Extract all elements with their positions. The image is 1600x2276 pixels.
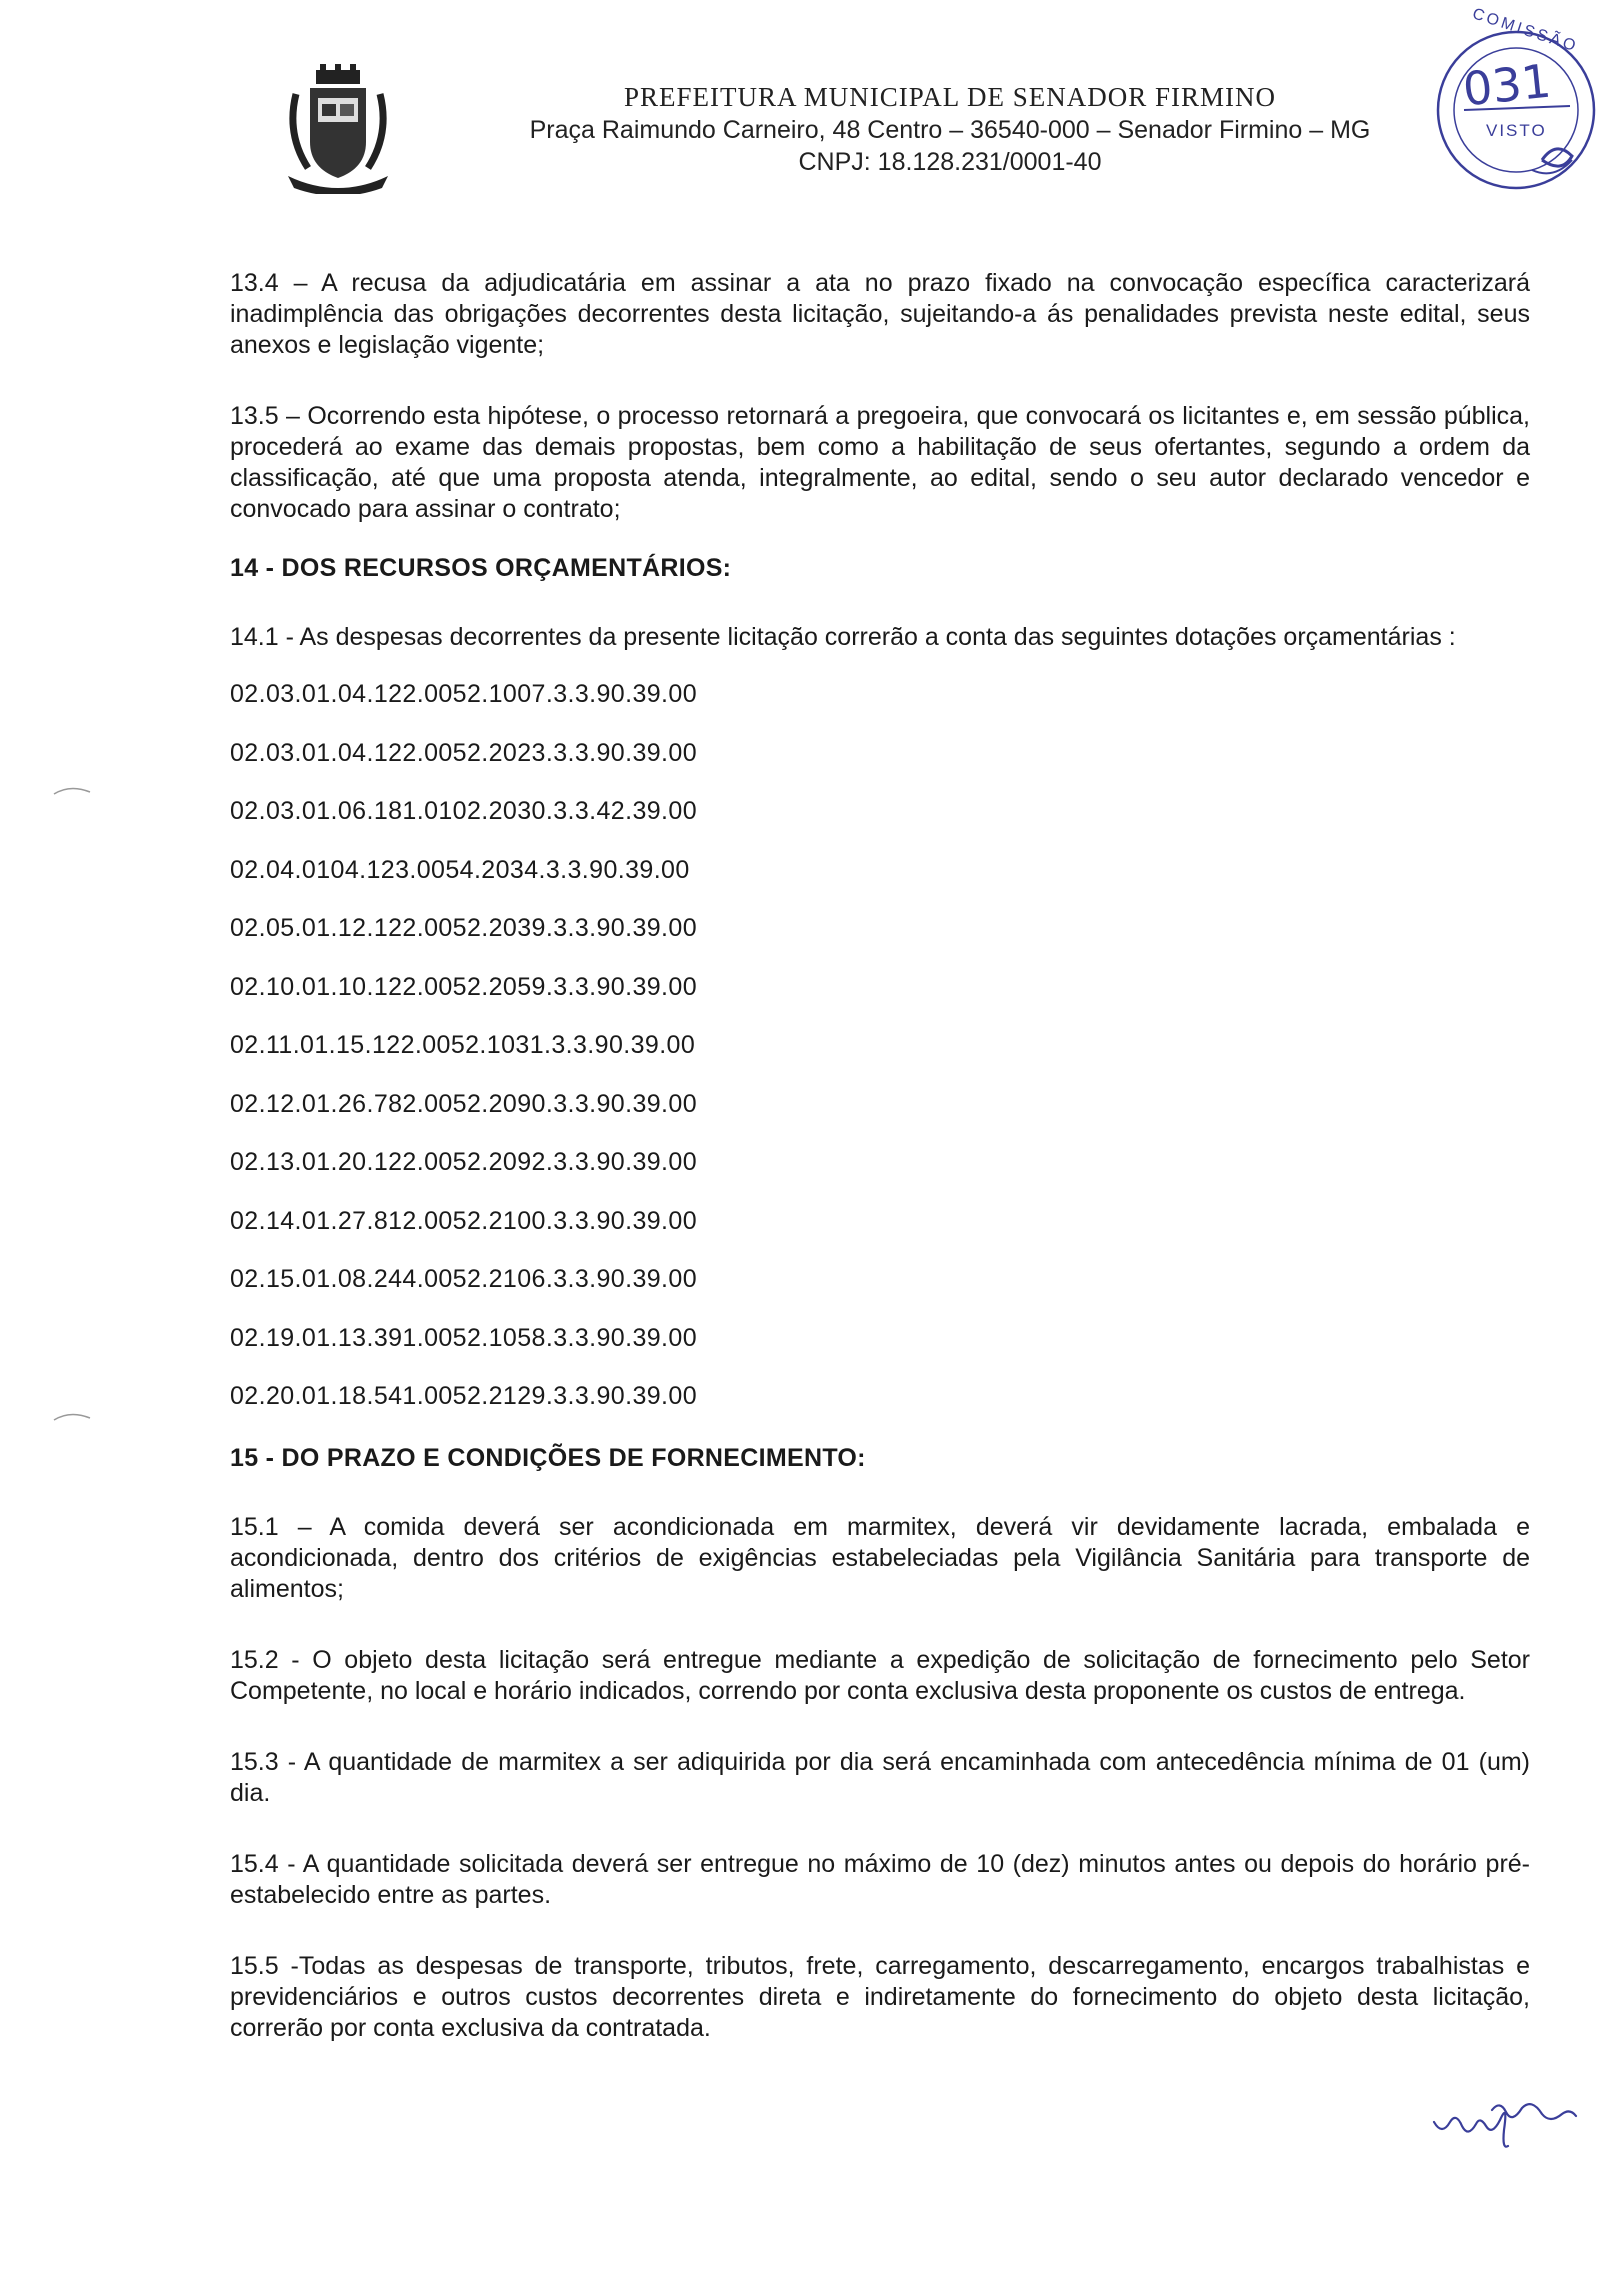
budget-code-item: 02.13.01.20.122.0052.2092.3.3.90.39.00 — [230, 1148, 698, 1176]
margin-mark-icon — [52, 784, 92, 798]
budget-code-item: 02.03.01.04.122.0052.2023.3.3.90.39.00 — [230, 738, 698, 767]
budget-code-item: 02.11.01.15.122.0052.1031.3.3.90.39.00 — [230, 1031, 696, 1059]
clause-13-4: 13.4 – A recusa da adjudicatária em assinar a ata no prazo fixado na convocação específica caracterizará inadimplência das obrigações decorrentes desta licitação, sujeitando-a ás penalidades prevista neste edital, seus anexos e legislação vigente; — [230, 269, 1530, 359]
section-15-heading: 15 - DO PRAZO E CONDIÇÕES DE FORNECIMENTO: — [230, 1444, 866, 1472]
margin-mark-icon — [52, 1410, 92, 1424]
clause-15-3: 15.3 - A quantidade de marmitex a ser adiquirida por dia será encaminhada com antecedência mínima de 01 (um) dia. — [230, 1748, 1530, 1807]
seal-visto-text: VISTO — [1486, 121, 1547, 140]
budget-code-item: 02.12.01.26.782.0052.2090.3.3.90.39.00 — [230, 1089, 698, 1118]
budget-code-item: 02.14.01.27.812.0052.2100.3.3.90.39.00 — [230, 1206, 698, 1235]
header-title: PREFEITURA MUNICIPAL DE SENADOR FIRMINO — [623, 82, 1277, 112]
budget-code-list — [230, 679, 1530, 1425]
seal-top-text: COMISSÃO — [1470, 5, 1581, 56]
municipal-crest-icon — [282, 64, 394, 194]
budget-code-item: 02.15.01.08.244.0052.2106.3.3.90.39.00 — [230, 1265, 698, 1293]
header-cnpj: CNPJ: 18.128.231/0001-40 — [798, 148, 1102, 176]
budget-code-item: 02.04.0104.123.0054.2034.3.3.90.39.00 — [230, 855, 690, 884]
clause-14-1: 14.1 - As despesas decorrentes da presente licitação correrão a conta das seguintes dotações orçamentárias : — [230, 623, 1456, 651]
clause-13-5: 13.5 – Ocorrendo esta hipótese, o processo retornará a pregoeira, que convocará os licitantes e, em sessão pública, procederá ao exame das demais propostas, bem como a habilitação de seus ofertantes, segundo a ordem da classificação, até que uma proposta atenda, integralmente, ao edital, sendo o seu autor declarado vencedor e convocado para assinar o contrato; — [230, 402, 1530, 523]
section-14-heading: 14 - DOS RECURSOS ORÇAMENTÁRIOS: — [230, 554, 732, 582]
page-header — [0, 0, 1600, 230]
clause-15-4: 15.4 - A quantidade solicitada deverá ser entregue no máximo de 10 (dez) minutos antes ou depois do horário pré-estabelecido entre as partes. — [230, 1850, 1530, 1909]
budget-code-item: 02.10.01.10.122.0052.2059.3.3.90.39.00 — [230, 972, 698, 1001]
document-body — [230, 268, 1530, 2084]
budget-code-item: 02.03.01.04.122.0052.1007.3.3.90.39.00 — [230, 680, 698, 708]
budget-code-item: 02.20.01.18.541.0052.2129.3.3.90.39.00 — [230, 1382, 698, 1410]
header-address: Praça Raimundo Carneiro, 48 Centro – 36540-000 – Senador Firmino – MG — [529, 116, 1371, 144]
clause-15-1: 15.1 – A comida deverá ser acondicionada em marmitex, deverá vir devidamente lacrada, embalada e acondicionada, dentro dos critérios de exigências estabeleciadas pela Vigilância Sanitária para transporte de alimentos; — [230, 1513, 1530, 1603]
budget-code-item: 02.05.01.12.122.0052.2039.3.3.90.39.00 — [230, 914, 698, 942]
clause-15-5: 15.5 -Todas as despesas de transporte, tributos, frete, carregamento, descarregamento, encargos trabalhistas e previdenciários e outros custos decorrentes direta e indiretamente do fornecimento do objeto desta licitação, correrão por conta exclusiva da contratada. — [230, 1952, 1530, 2042]
header-text — [470, 80, 1430, 178]
handwritten-signature-icon — [1430, 2080, 1600, 2150]
clause-15-2: 15.2 - O objeto desta licitação será entregue mediante a expedição de solicitação de fornecimento pelo Setor Competente, no local e horário indicados, correndo por conta exclusiva desta proponente os custos de entrega. — [230, 1646, 1530, 1705]
budget-code-item: 02.03.01.06.181.0102.2030.3.3.42.39.00 — [230, 797, 698, 825]
seal-number: 031 — [1460, 53, 1554, 117]
budget-code-item: 02.19.01.13.391.0052.1058.3.3.90.39.00 — [230, 1323, 698, 1352]
